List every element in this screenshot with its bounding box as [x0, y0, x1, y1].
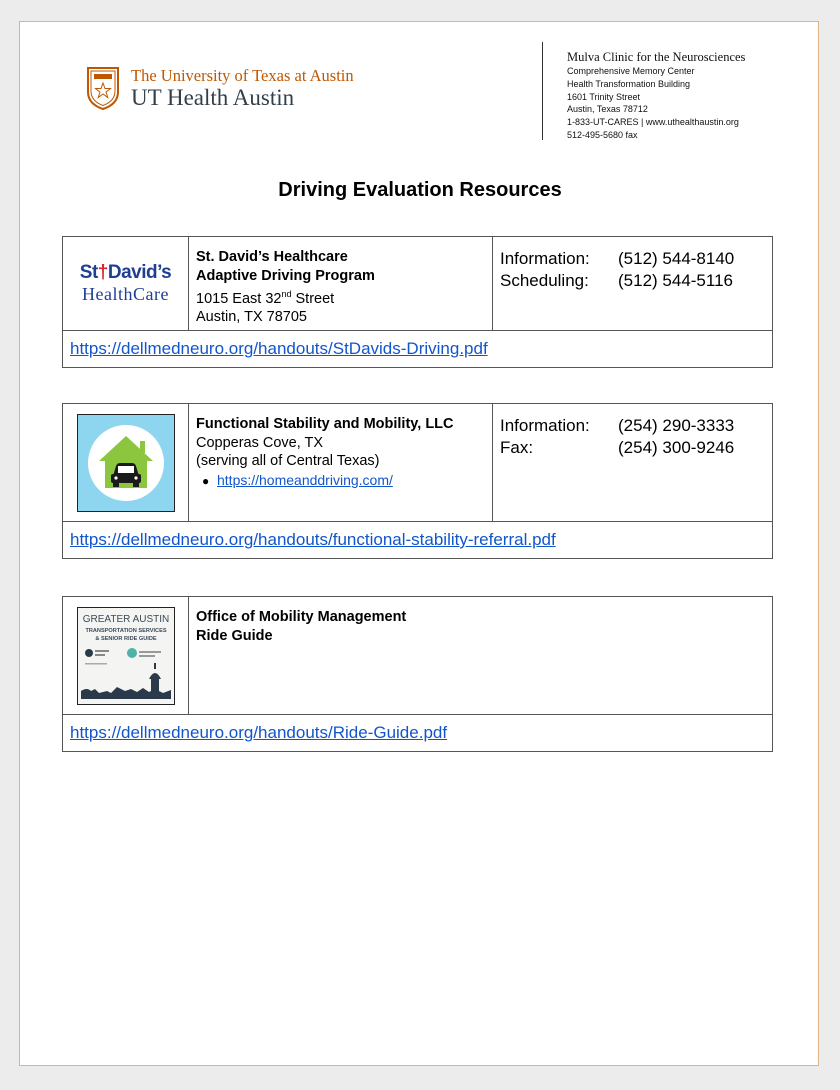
contact-label: Information: — [500, 416, 590, 435]
cover-title: GREATER AUSTIN — [82, 613, 169, 625]
clinic-name: Mulva Clinic for the Neurosciences — [567, 50, 746, 64]
ride-guide-cover-icon — [77, 607, 175, 705]
university-name: The University of Texas at Austin — [131, 66, 354, 85]
resource-contacts — [493, 404, 772, 521]
cover-subtitle: & SENIOR RIDE GUIDE — [94, 635, 157, 642]
clinic-line: 512-495-5680 fax — [567, 129, 638, 140]
resource-name: St. David’s Healthcare — [196, 249, 348, 265]
contact-phone: (512) 544-5116 — [618, 270, 733, 290]
website-link[interactable]: https://homeanddriving.com/ — [217, 471, 393, 488]
house-car-icon — [77, 414, 175, 512]
ride-guide-logo — [63, 597, 189, 714]
resource-name: Functional Stability and Mobility, LLC — [196, 416, 454, 432]
resource-city: Austin, TX 78705 — [196, 309, 307, 326]
contact-label: Fax: — [500, 437, 534, 457]
handout-link[interactable]: https://dellmedneuro.org/handouts/StDavids-Driving.pdf — [70, 339, 488, 358]
cross-icon: † — [97, 262, 108, 283]
website-bullet — [196, 471, 484, 491]
resource-ride-guide — [62, 596, 773, 752]
handout-link[interactable]: https://dellmedneuro.org/handouts/functional-stability-referral.pdf — [70, 530, 556, 549]
resource-name: Office of Mobility Management — [196, 609, 407, 625]
clinic-line: Health Transformation Building — [567, 78, 691, 89]
clinic-line: 1601 Trinity Street — [567, 91, 641, 102]
ut-health-austin-logo — [86, 66, 386, 116]
resource-contacts — [493, 237, 772, 330]
brand-name: UT Health Austin — [131, 85, 295, 110]
clinic-address-block — [567, 50, 745, 142]
resource-info — [189, 404, 493, 521]
resource-info — [189, 237, 493, 330]
contact-label: Information: — [500, 249, 590, 268]
resource-functional-stability — [62, 403, 773, 559]
logo-text: St — [79, 262, 98, 283]
cover-subtitle: TRANSPORTATION SERVICES — [84, 627, 167, 634]
contact-phone: (254) 290-3333 — [618, 416, 735, 435]
resource-city: Copperas Cove, TX — [196, 434, 324, 451]
header-divider — [542, 42, 543, 140]
document-page — [19, 21, 819, 1066]
fsm-logo — [63, 404, 189, 521]
clinic-line: Comprehensive Memory Center — [567, 66, 695, 76]
logo-text: HealthCare — [82, 284, 169, 304]
resource-stdavids — [62, 236, 773, 368]
logo-text: David’s — [107, 262, 172, 283]
contact-phone: (254) 300-9246 — [618, 437, 735, 457]
resource-program: Ride Guide — [196, 627, 273, 644]
resource-info — [189, 597, 772, 714]
resource-street: 1015 East 32nd Street — [196, 289, 335, 307]
bullet-icon: ● — [202, 473, 210, 488]
handout-link[interactable]: https://dellmedneuro.org/handouts/Ride-Guide.pdf — [70, 723, 448, 742]
contact-label: Scheduling: — [500, 270, 589, 290]
clinic-line: Austin, Texas 78712 — [567, 104, 648, 115]
ut-seal-icon — [86, 66, 120, 110]
clinic-line: 1-833-UT-CARES | www.uthealthaustin.org — [567, 117, 739, 128]
page-title: Driving Evaluation Resources — [278, 179, 562, 201]
stdavids-logo — [63, 237, 189, 330]
resource-program: Adaptive Driving Program — [196, 267, 375, 284]
resource-service-area: (serving all of Central Texas) — [196, 453, 380, 469]
contact-phone: (512) 544-8140 — [618, 249, 735, 268]
